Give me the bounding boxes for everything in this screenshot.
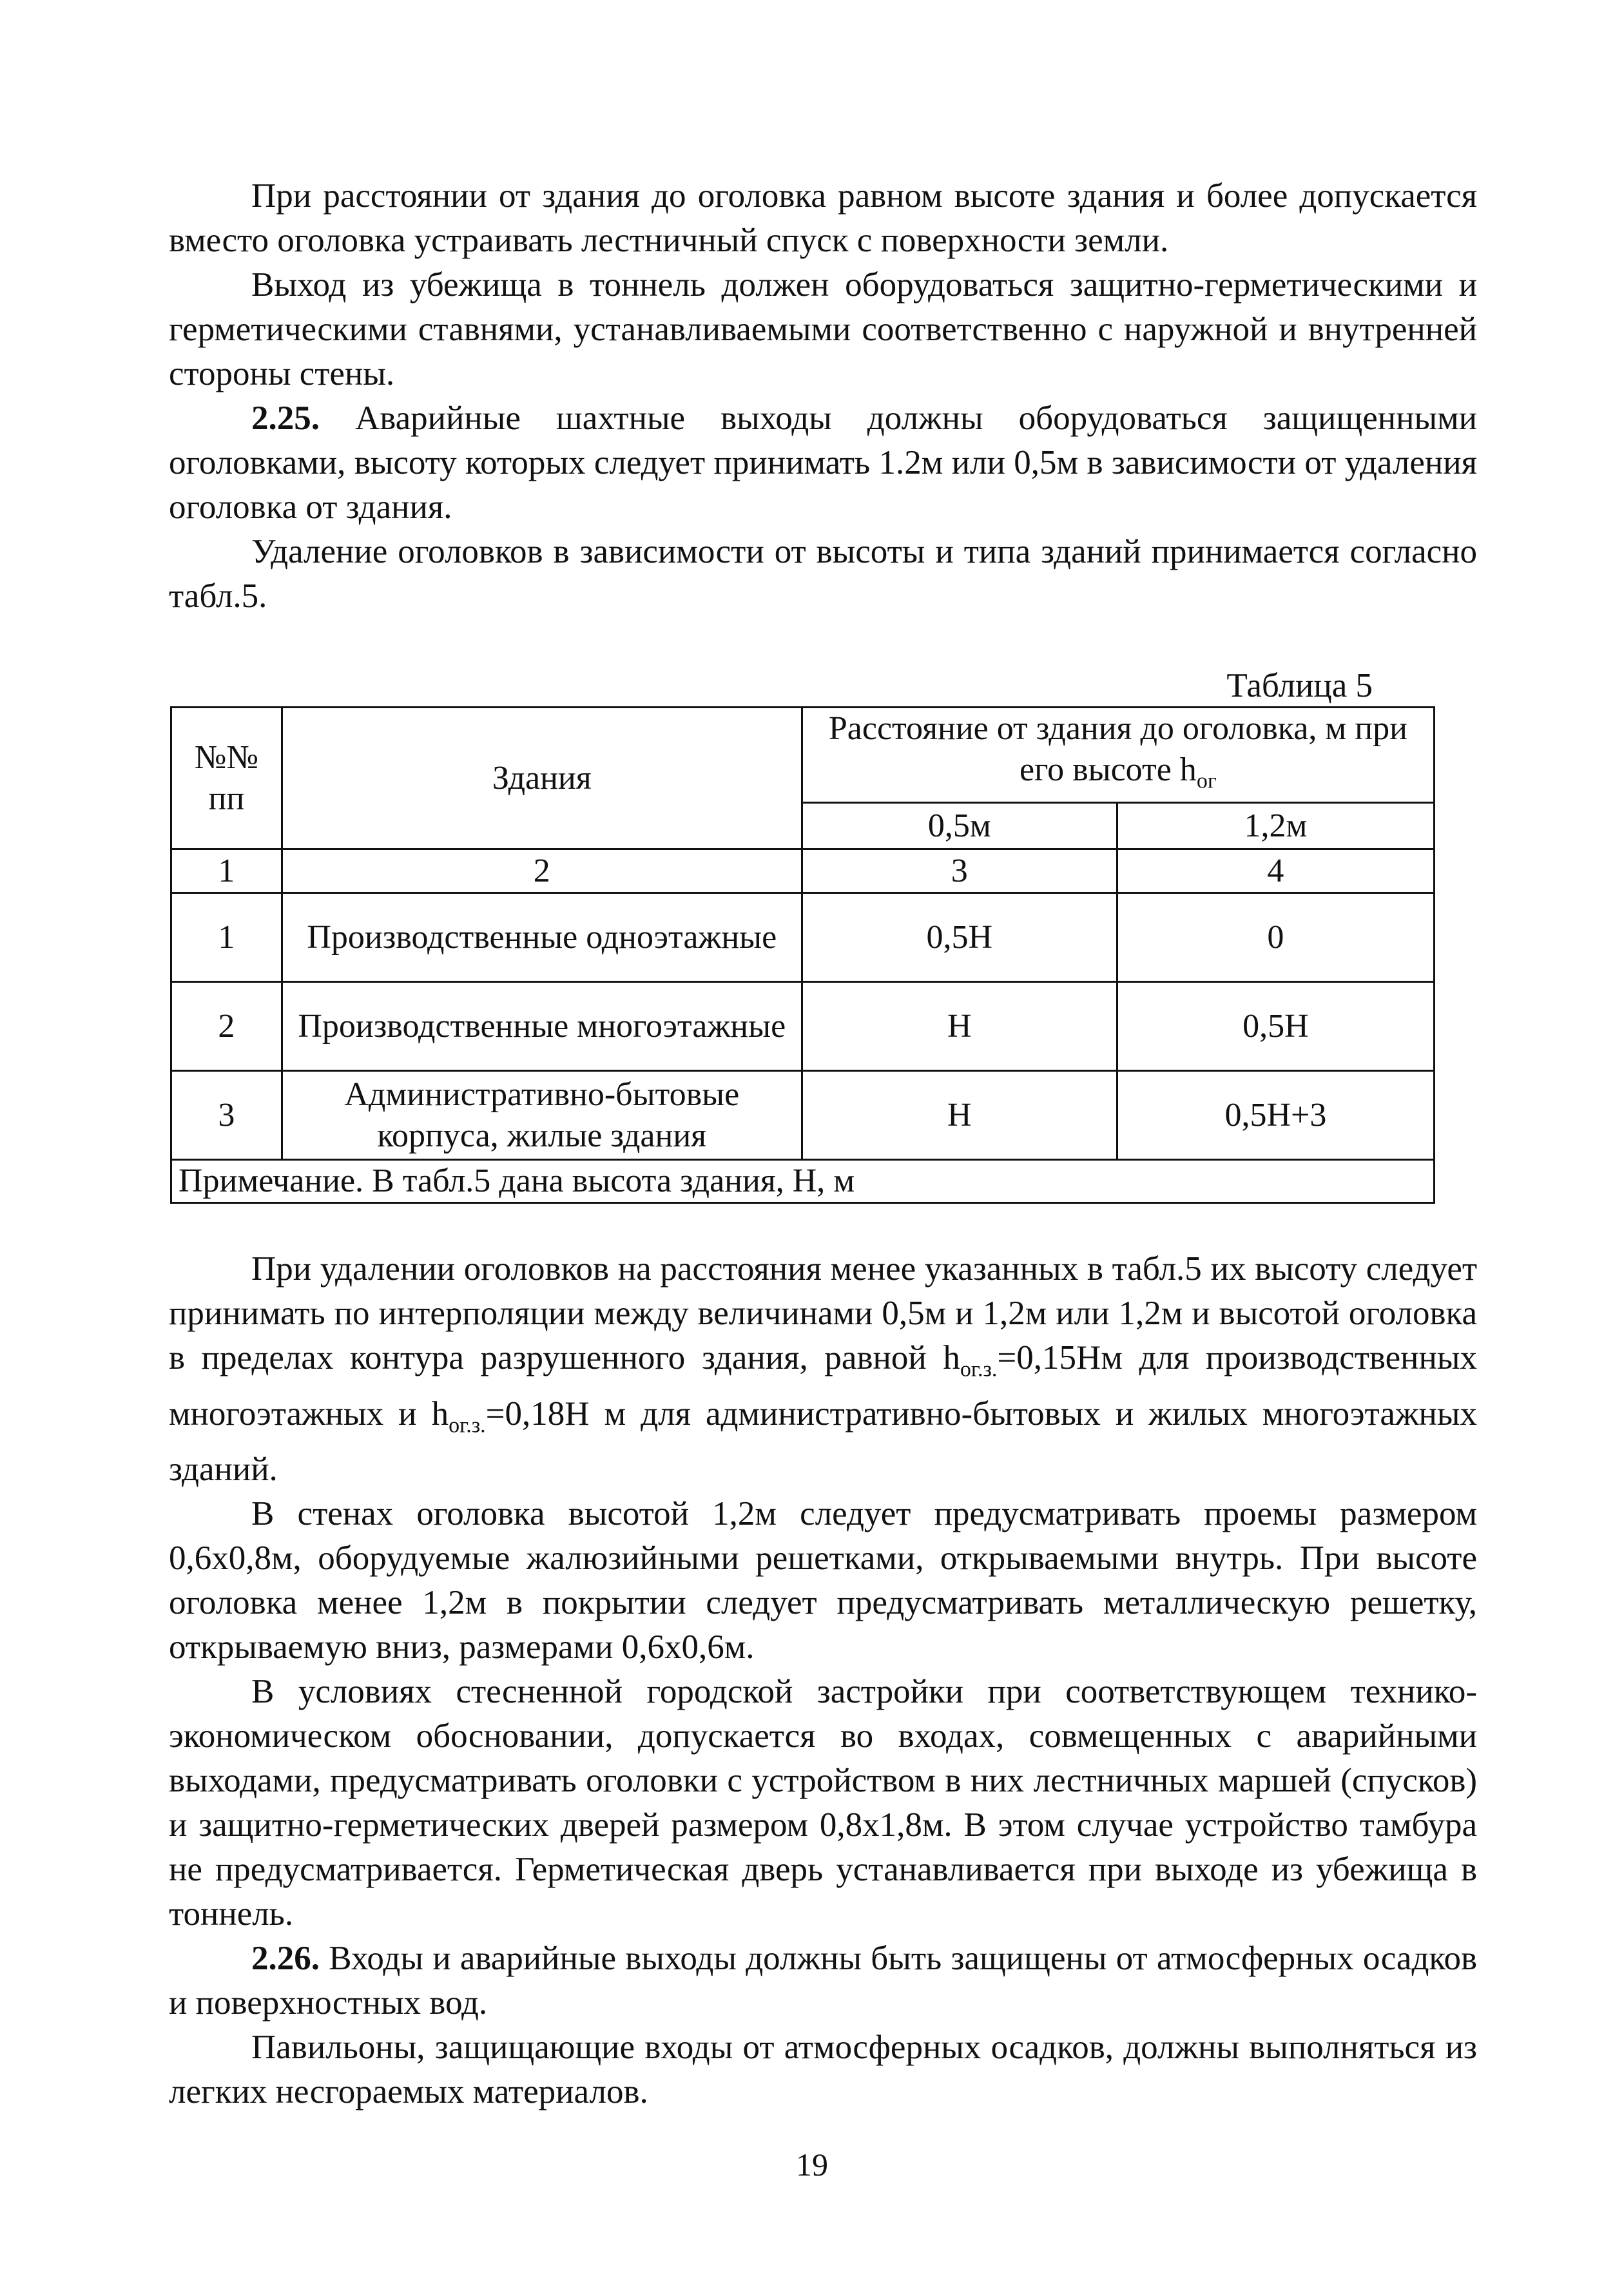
table-row [171,893,1435,982]
header-height-12: 1,2м [1117,803,1434,849]
paragraph-2-26: 2.26. Входы и аварийные выходы должны быть защищены от атмосферных осадков и поверхностных вод. [169,1940,1477,2022]
row-building: Производственные одноэтажные [282,893,802,982]
row-value-05: Н [802,1071,1117,1160]
paragraph-constrained-conditions: В условиях стесненной городской застройки при соответствующем технико-экономическом обосновании, допускается во входах, совмещенных с аварийными выходами, предусматривать оголовки с устройством в них лестничных маршей (спусков) и защитно-герметических дверей размером 0,8х1,8м. В этом случае устройство тамбура не предусматривается. Герметическая дверь устанавливается при выходе из убежища в тоннель. [169,1673,1477,1933]
table-column-numbers [171,849,1435,893]
paragraph-2-25: 2.25. Аварийные шахтные выходы должны оборудоваться защищенными оголовками, высоту которых следует принимать 1.2м или 0,5м в зависимости от удаления оголовка от здания. [169,400,1477,526]
row-value-12: 0 [1117,893,1434,982]
after-table-section [169,1247,1477,2114]
row-number: 1 [171,893,282,982]
col-number: 2 [282,849,802,893]
row-building: Административно-бытовые корпуса, жилые здания [282,1071,802,1160]
header-building: Здания [282,708,802,849]
table-row [171,1071,1435,1160]
header-height-05: 0,5м [802,803,1117,849]
row-value-05: Н [802,982,1117,1071]
table-note: Примечание. В табл.5 дана высота здания, Н, м [171,1160,1435,1203]
row-number: 3 [171,1071,282,1160]
page-number: 19 [796,2147,828,2183]
paragraph-interpolation: При удалении оголовков на расстояния менее указанных в табл.5 их высоту следует принимать по интерполяции между величинами 0,5м и 1,2м или 1,2м и высотой оголовка в пределах контура разрушенного здания, равной $h_{ог.з.}=0,15Нм$ для производственных многоэтажных и $h_{ог.з.}=0,18Н$ м для административно-бытовых и жилых многоэтажных зданий. [169,1250,1477,1489]
row-value-12: 0,5Н [1117,982,1434,1071]
clause-number: 2.26. [251,1940,320,1978]
paragraph-openings: В стенах оголовка высотой 1,2м следует предусматривать проемы размером 0,6х0,8м, оборудуемые жалюзийными решетками, открываемыми внутрь. При высоте оголовка менее 1,2м в покрытии следует предусматривать металлическую решетку, открываемую вниз, размерами 0,6х0,6м. [169,1495,1477,1666]
table-5 [170,706,1435,1204]
table-note-row [171,1160,1435,1203]
col-number: 3 [802,849,1117,893]
col-number: 4 [1117,849,1434,893]
row-building: Производственные многоэтажные [282,982,802,1071]
col-number: 1 [171,849,282,893]
header-num: №№ пп [171,708,282,849]
row-number: 2 [171,982,282,1071]
header-distance: Расстояние от здания до оголовка, м при его высоте $h_{ог}$ [802,708,1434,803]
table-row [171,982,1435,1071]
paragraph-tunnel-exit: Выход из убежища в тоннель должен оборудоваться защитно-герметическими и герметическими ставнями, устанавливаемыми соответственно с наружной и внутренней стороны стены. [169,266,1477,392]
paragraph-ladder-descent: При расстоянии от здания до оголовка равном высоте здания и более допускается вместо оголовка устраивать лестничный спуск с поверхности земли. [169,177,1477,259]
table-caption: Таблица 5 [1226,667,1373,704]
clause-number: 2.25. [251,400,320,437]
table-header-row [171,708,1435,803]
paragraph-pavilions: Павильоны, защищающие входы от атмосферных осадков, должны выполняться из легких несгораемых материалов. [169,2029,1477,2111]
paragraph-table-reference: Удаление оголовков в зависимости от высоты и типа зданий принимается согласно табл.5. [169,533,1477,615]
intro-section [169,174,1477,619]
row-value-12: 0,5Н+3 [1117,1071,1434,1160]
row-value-05: 0,5Н [802,893,1117,982]
